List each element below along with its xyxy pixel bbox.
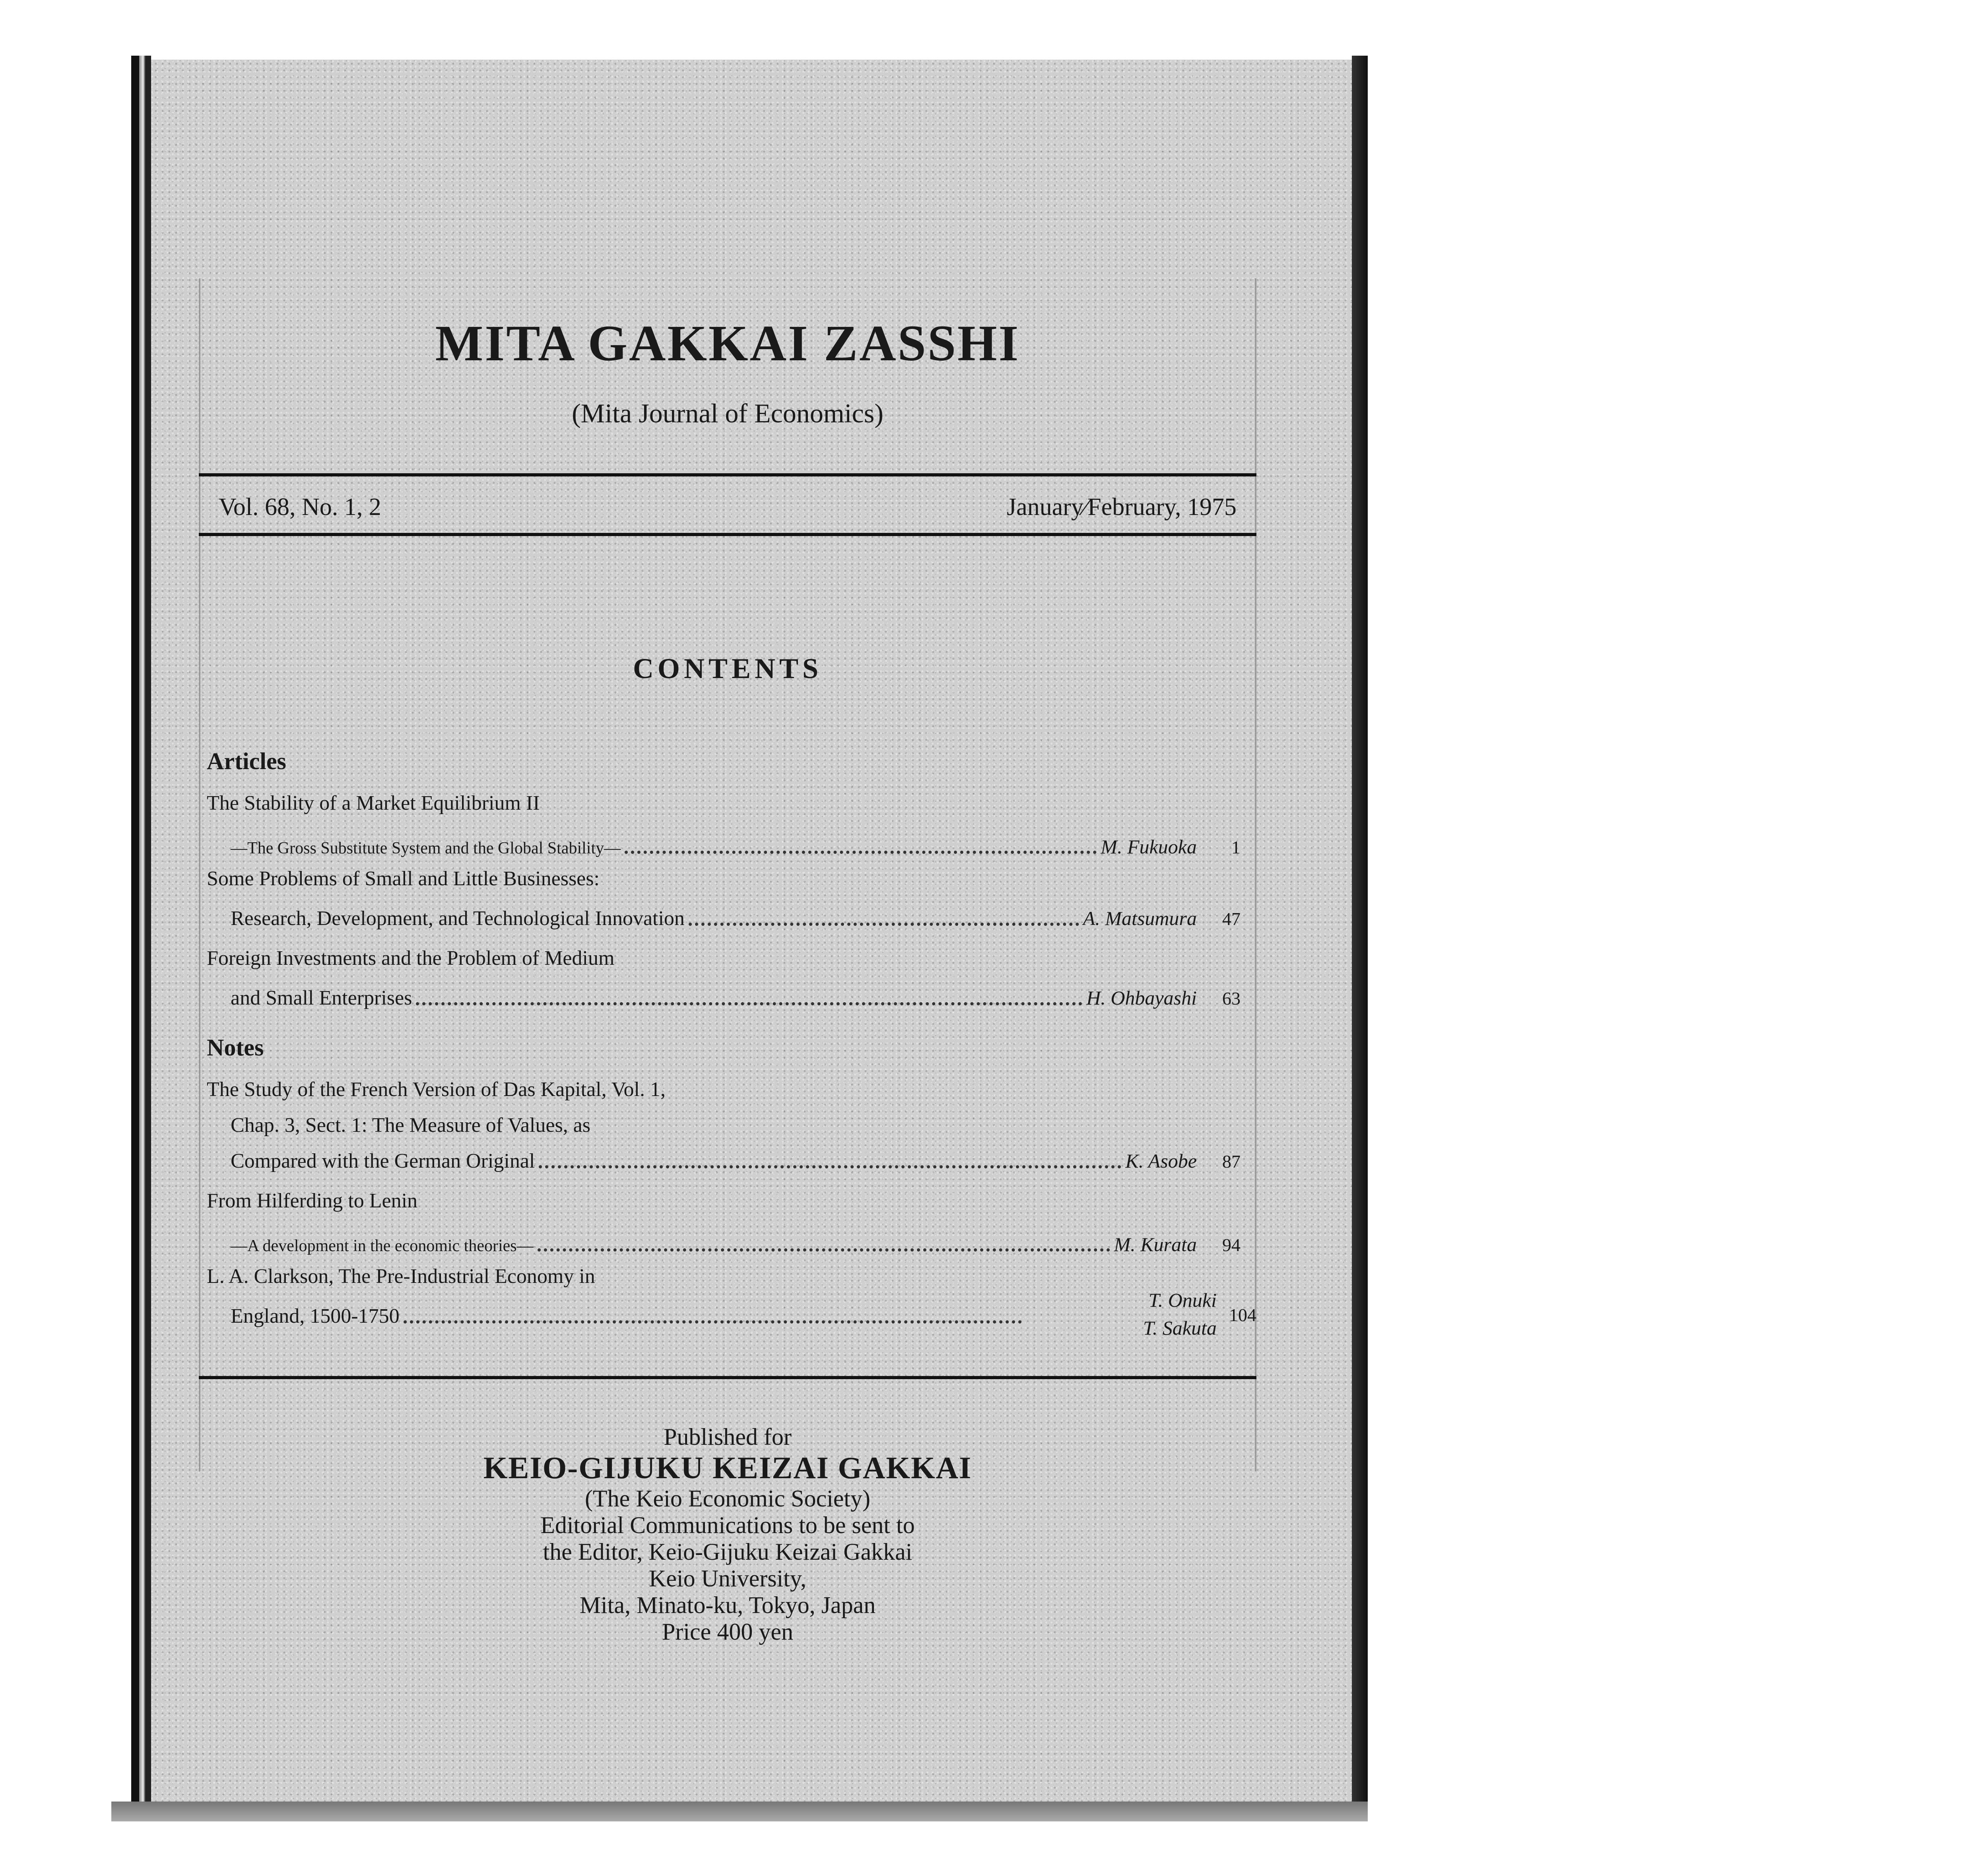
editorial-line-2: the Editor, Keio-Gijuku Keizai Gakkai — [543, 1538, 912, 1565]
article-1-author: M. Fukuoka — [1101, 836, 1197, 858]
price: Price 400 yen — [662, 1619, 793, 1645]
frame-left-line — [199, 278, 200, 1471]
book-spine — [131, 56, 151, 1821]
note-1-entry — [231, 1149, 1241, 1173]
editorial-line-1: Editorial Communications to be sent to — [540, 1512, 915, 1538]
note-1-title-2: Chap. 3, Sect. 1: The Measure of Values, as — [231, 1114, 590, 1137]
publisher-block — [199, 1424, 1256, 1646]
article-1-title: The Stability of a Market Equilibrium II — [207, 792, 540, 814]
article-2-entry — [231, 907, 1241, 930]
note-2-author: M. Kurata — [1114, 1233, 1197, 1256]
article-1-subtitle: —The Gross Substitute System and the Global Stability— — [231, 839, 621, 857]
leader-dots — [689, 923, 1079, 926]
article-3-title: Foreign Investments and the Problem of Medium — [207, 947, 615, 970]
article-1-page: 1 — [1231, 837, 1241, 857]
leader-dots — [539, 1165, 1121, 1168]
journal-subtitle: (Mita Journal of Economics) — [572, 398, 883, 428]
top-rule — [199, 473, 1256, 476]
note-3-subtitle: England, 1500-1750 — [231, 1305, 400, 1327]
issue-rule — [199, 533, 1256, 536]
publisher-org: KEIO-GIJUKU KEIZAI GAKKAI — [483, 1450, 972, 1485]
note-1-title: The Study of the French Version of Das Kapital, Vol. 1, — [207, 1078, 666, 1101]
note-2-title: From Hilferding to Lenin — [207, 1189, 418, 1212]
note-3-entry — [231, 1304, 1026, 1328]
article-1-entry — [231, 835, 1241, 858]
note-2-subtitle: —A development in the economic theories— — [231, 1237, 534, 1255]
article-2-title: Some Problems of Small and Little Businesses: — [207, 867, 600, 890]
note-2-page: 94 — [1222, 1235, 1241, 1255]
note-1-author: K. Asobe — [1125, 1150, 1197, 1172]
article-3-page: 63 — [1222, 988, 1241, 1009]
note-2-entry — [231, 1233, 1241, 1256]
article-3-author: H. Ohbayashi — [1086, 987, 1197, 1009]
issue-date: January∕February, 1975 — [1007, 494, 1237, 521]
book-right-edge — [1352, 56, 1368, 1813]
note-3-page: 104 — [1229, 1305, 1256, 1325]
leader-dots — [538, 1248, 1110, 1252]
note-3-author-1: T. Onuki — [1148, 1289, 1217, 1311]
article-2-author: A. Matsumura — [1083, 907, 1197, 929]
contents-heading: CONTENTS — [633, 653, 823, 684]
book-bottom-edge — [111, 1802, 1368, 1821]
article-2-subtitle: Research, Development, and Technological Innovation — [231, 907, 685, 930]
note-3-title: L. A. Clarkson, The Pre-Industrial Economy in — [207, 1265, 595, 1288]
university: Keio University, — [648, 1565, 807, 1592]
journal-title: MITA GAKKAI ZASSHI — [435, 315, 1020, 371]
leader-dots — [416, 1002, 1082, 1005]
note-3-author-2: T. Sakuta — [1143, 1317, 1217, 1339]
note-1-title-3: Compared with the German Original — [231, 1150, 535, 1172]
note-1-page: 87 — [1222, 1151, 1241, 1172]
frame-right-line — [1255, 278, 1256, 1471]
article-3-subtitle: and Small Enterprises — [231, 987, 412, 1009]
articles-heading: Articles — [207, 748, 286, 774]
volume-number: Vol. 68, No. 1, 2 — [219, 494, 381, 521]
notes-heading: Notes — [207, 1034, 264, 1061]
bottom-rule — [199, 1376, 1256, 1379]
published-for: Published for — [664, 1424, 792, 1450]
leader-dots — [404, 1320, 1022, 1324]
article-3-entry — [231, 986, 1241, 1010]
article-2-page: 47 — [1222, 909, 1241, 929]
leader-dots — [625, 851, 1097, 854]
address: Mita, Minato-ku, Tokyo, Japan — [579, 1592, 876, 1619]
publisher-org-english: (The Keio Economic Society) — [584, 1485, 871, 1512]
